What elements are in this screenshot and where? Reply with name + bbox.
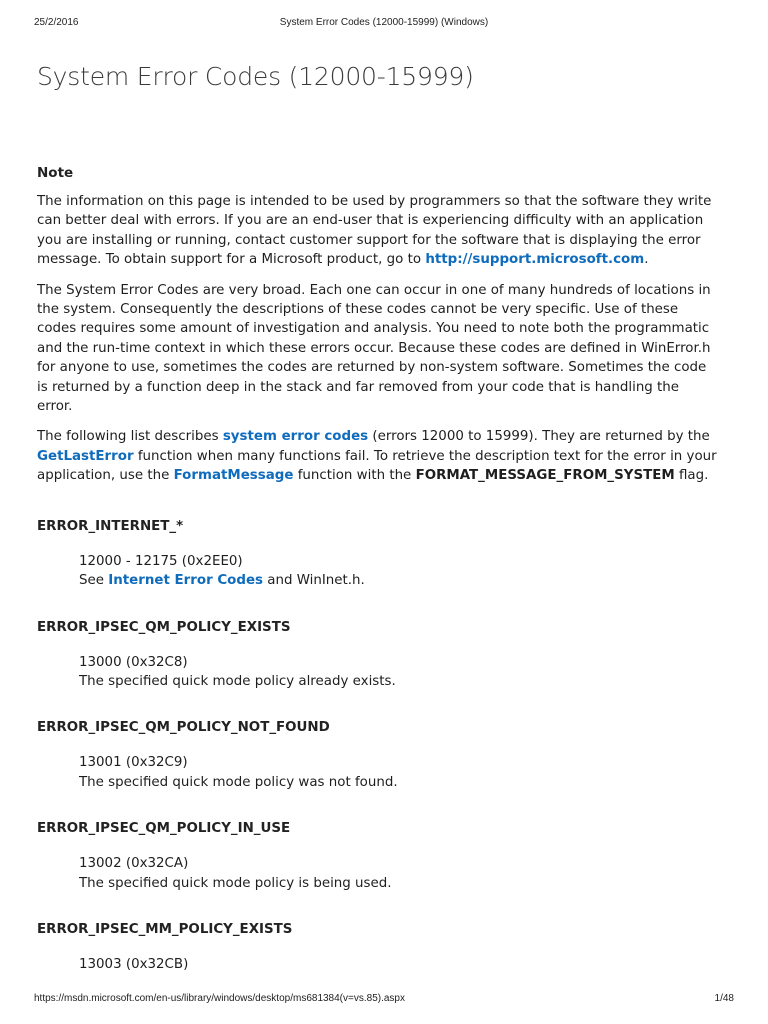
- formatmessage-link[interactable]: FormatMessage: [173, 468, 294, 484]
- error-details: [79, 753, 717, 792]
- note-paragraph-3: [37, 427, 717, 485]
- error-name: ERROR_IPSEC_QM_POLICY_IN_USE: [37, 821, 291, 837]
- note-text: function when many functions fail. To retrieve the description text for the error in your application, use the: [37, 448, 717, 484]
- getlasterror-link[interactable]: GetLastError: [37, 448, 134, 464]
- error-name: ERROR_INTERNET_*: [37, 518, 184, 534]
- error-code: 13003 (0x32CB): [79, 956, 189, 972]
- error-code: 12000 - 12175 (0x2EE0): [79, 553, 243, 569]
- print-footer: [34, 993, 734, 1007]
- error-entry: [37, 519, 717, 591]
- note-text: (errors 12000 to 15999). They are returned by the: [368, 429, 710, 445]
- error-entry: [37, 922, 717, 974]
- error-details: [79, 653, 717, 692]
- error-code: 13002 (0x32CA): [79, 856, 189, 872]
- error-description: [79, 571, 717, 590]
- error-details: [79, 854, 717, 893]
- error-entry: [37, 821, 717, 893]
- print-document-title: System Error Codes (12000-15999) (Windows): [279, 17, 489, 28]
- print-date: 25/2/2016: [34, 17, 79, 28]
- page-title: System Error Codes (12000-15999): [37, 62, 474, 91]
- error-code: 13000 (0x32C8): [79, 654, 188, 670]
- support-link[interactable]: http://support.microsoft.com: [425, 252, 645, 268]
- error-details: [79, 552, 717, 591]
- note-text: The information on this page is intended to be used by programmers so that the software they write can better deal with errors. If you are an end-user that is experiencing difficulty with an application you are installing or running, contact customer support for the software that is displaying the error message. To obtain support for a Microsoft product, go to: [37, 194, 712, 268]
- error-entry: [37, 720, 717, 792]
- note-text: The following list describes: [37, 429, 223, 445]
- note-text: function with the: [293, 468, 416, 484]
- error-description: The specified quick mode policy was not found.: [79, 774, 398, 790]
- error-description-text: and WinInet.h.: [263, 573, 365, 589]
- note-paragraph-2: The System Error Codes are very broad. Each one can occur in one of many hundreds of locations in the system. Consequently the descriptions of these codes cannot be very specific. Use of these codes requires some amount of investigation and analysis. You need to note both the programmatic and the run-time context in which these errors occur. Because these codes are defined in WinError.h for anyone to use, sometimes the codes are returned by non-system software. Sometimes the code is returned by a function deep in the stack and far removed from your code that is handling the error.: [37, 282, 711, 415]
- print-url: https://msdn.microsoft.com/en-us/library/windows/desktop/ms681384(v=vs.85).aspx: [34, 993, 405, 1004]
- article-content: [37, 62, 717, 974]
- error-entry: [37, 620, 717, 692]
- page-number: 1/48: [714, 993, 734, 1004]
- system-error-codes-link[interactable]: system error codes: [222, 429, 369, 445]
- print-header: [34, 17, 734, 31]
- note-paragraph-1: [37, 192, 717, 270]
- note-text: flag.: [674, 468, 709, 484]
- internet-error-codes-link[interactable]: Internet Error Codes: [108, 573, 263, 589]
- error-name: ERROR_IPSEC_QM_POLICY_NOT_FOUND: [37, 720, 330, 736]
- error-name: ERROR_IPSEC_MM_POLICY_EXISTS: [37, 921, 293, 937]
- error-name: ERROR_IPSEC_QM_POLICY_EXISTS: [37, 619, 291, 635]
- error-description: The specified quick mode policy already exists.: [79, 673, 396, 689]
- error-code: 13001 (0x32C9): [79, 755, 188, 771]
- note-heading: Note: [37, 165, 74, 181]
- note-text: .: [644, 252, 649, 268]
- error-description-text: See: [79, 573, 109, 589]
- format-message-flag: FORMAT_MESSAGE_FROM_SYSTEM: [415, 468, 675, 484]
- error-details: [79, 955, 717, 974]
- error-description: The specified quick mode policy is being used.: [79, 875, 392, 891]
